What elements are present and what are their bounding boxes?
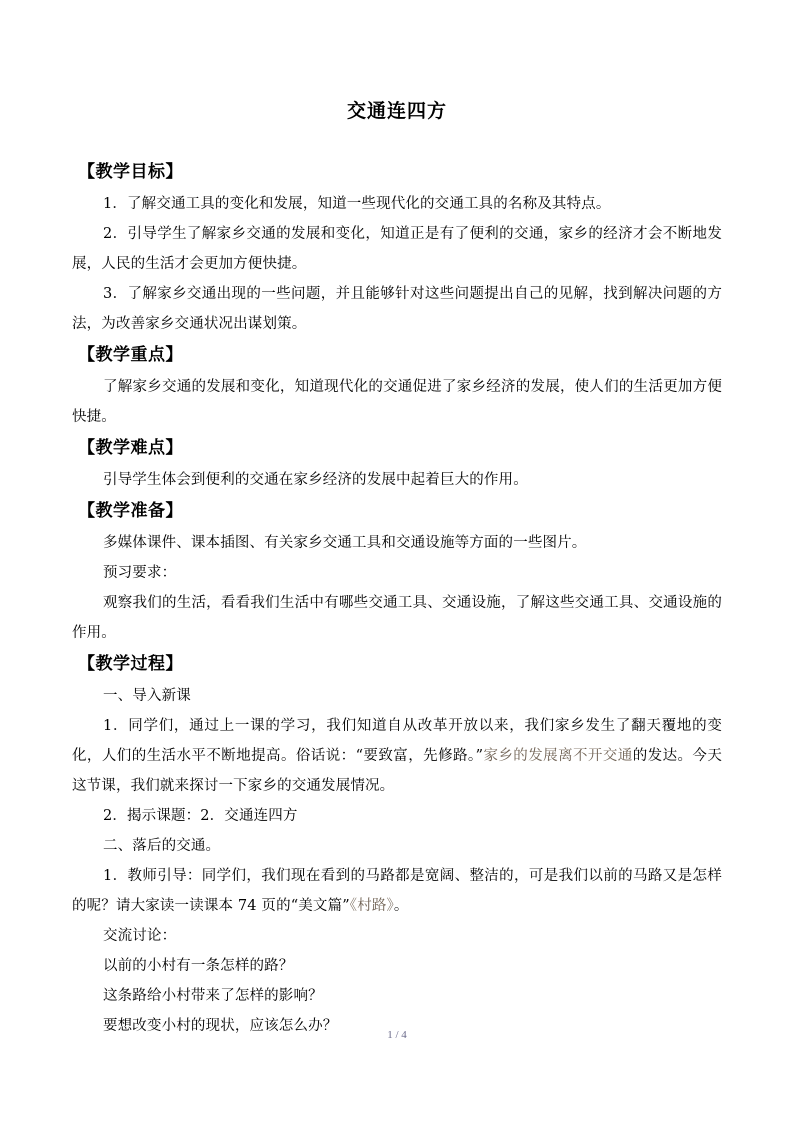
page-indicator: 1 / 4 [387,1029,407,1041]
section-heading-objectives: 【教学目标】 [78,162,183,182]
preview-text: 观察我们的生活，看看我们生活中有哪些交通工具、交通设施，了解这些交通工具、交通设施的作用。 [72,595,722,641]
discussion-question-3: 要想改变小村的现状，应该怎么办？ [103,1018,338,1034]
objective-item-2: 2．引导学生了解家乡交通的发展和变化，知道正是有了便利的交通，家乡的经济才会不断地发展，人民的生活才会更加方便快捷。 [72,226,722,272]
discussion-label: 交流讨论： [103,928,177,944]
section-heading-process: 【教学过程】 [78,654,183,674]
step2-p1-part-a: 1．教师引导：同学们，我们现在看到的马路都是宽阔、整洁的，可是我们以前的马路又是怎样的呢？请大家读一读课本 74 页的“美文篇” [72,868,722,914]
step1-p1-part-c: 的发达。今天这节课，我们就来探讨一下家乡的交通发展情况。 [72,748,722,794]
step1-title: 一、导入新课 [103,688,191,704]
section-heading-key-points: 【教学重点】 [78,345,183,365]
step2-p1-part-c: 。 [393,898,409,914]
preparation-materials: 多媒体课件、课本插图、有关家乡交通工具和交通设施等方面的一些图片。 [103,535,587,551]
section-heading-difficulties: 【教学难点】 [78,438,183,458]
difficulties-text: 引导学生体会到便利的交通在家乡经济的发展中起着巨大的作用。 [103,472,528,488]
step2-paragraph-1 [72,861,722,921]
discussion-question-1: 以前的小村有一条怎样的路？ [103,958,294,974]
step1-paragraph-1 [72,711,722,801]
page-title: 交通连四方 [346,100,447,122]
step1-paragraph-2: 2．揭示课题：2．交通连四方 [103,808,298,824]
key-points-text: 了解家乡交通的发展和变化，知道现代化的交通促进了家乡经济的发展，使人们的生活更加方便快捷。 [72,379,722,425]
objective-item-1: 1．了解交通工具的变化和发展，知道一些现代化的交通工具的名称及其特点。 [103,196,611,212]
section-heading-preparation: 【教学准备】 [78,501,183,521]
objective-item-3: 3．了解家乡交通出现的一些问题，并且能够针对这些问题提出自己的见解，找到解决问题的方法，为改善家乡交通状况出谋划策。 [72,286,722,332]
document-body [72,156,722,1041]
step1-p1-part-a: 1．同学们，通过上一课的学习，我们知道自从改革开放以来，我们家乡发生了翻天覆地的变化，人们的生活水平不断地提高。俗话说：“要致富，先修路。” [72,718,722,764]
preview-label: 预习要求： [103,565,177,581]
step2-p1-part-b: 《村路》 [349,898,394,914]
step1-p1-part-b: 家乡的发展离不开交通 [483,748,633,764]
step2-title: 二、落后的交通。 [103,838,221,854]
discussion-question-2: 这条路给小村带来了怎样的影响？ [103,988,323,1004]
